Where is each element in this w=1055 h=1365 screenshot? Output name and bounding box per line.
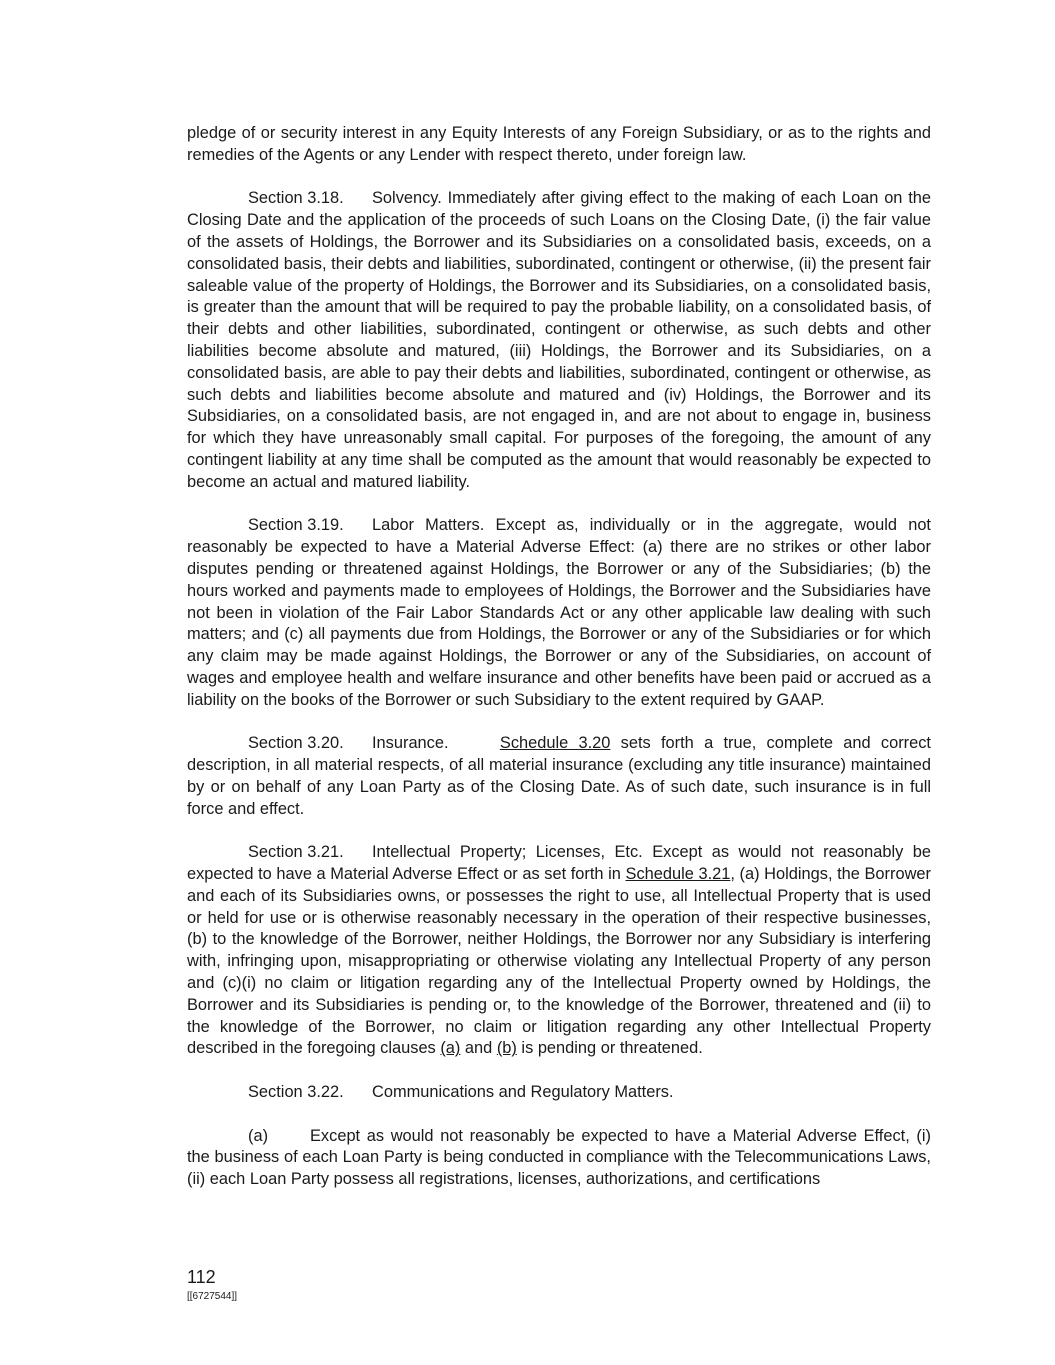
section-text-mid: , (a) Holdings, the Borrower and each of its Subsidiaries owns, or possesses the right to use, all Intellectual Property that is used or held for use or is otherwise reasonably necessary in the operation of their respective businesses, (b) to the knowledge of the Borrower, neither Holdings, the Borrower nor any Subsidiary is interfering with, infringing upon, misappropriating or otherwise violating any Intellectual Property of any person and (c)(i) no claim or litigation regarding any of the Intellectual Property owned by Holdings, the Borrower and its Subsidiaries is pending or, to the knowledge of the Borrower, threatened and (ii) to the knowledge of the Borrower, no claim or litigation regarding any other Intellectual Property described in the foregoing clauses <box>187 865 931 1058</box>
subsection-3-22-a <box>187 1126 931 1191</box>
section-3-21 <box>187 842 931 1060</box>
section-number: Section 3.21. <box>248 843 344 862</box>
page-number: 112 <box>187 1267 216 1287</box>
conjunction: and <box>460 1039 497 1058</box>
section-number: Section 3.22. <box>248 1083 344 1102</box>
section-number: Section 3.20. <box>248 734 344 753</box>
section-title: Insurance. <box>372 734 449 753</box>
subsection-label: (a) <box>248 1126 269 1145</box>
schedule-reference: Schedule 3.20 <box>499 734 611 753</box>
section-text-end: is pending or threatened. <box>516 1039 703 1058</box>
clause-reference-b: (b) <box>496 1039 517 1058</box>
section-number: Section 3.18. <box>248 189 344 208</box>
section-title: Communications and Regulatory Matters. <box>372 1083 674 1102</box>
section-text: Solvency. Immediately after giving effect to the making of each Loan on the Closing Date and the application of the proceeds of such Loans on the Closing Date, (i) the fair value of the assets of Holdings, the Borrower and its Subsidiaries on a consolidated basis, exceeds, on a consolidated basis, their debts and liabilities, subordinated, contingent or otherwise, (ii) the present fair saleable value of the property of Holdings, the Borrower and its Subsidiaries, on a consolidated basis, is greater than the amount that will be required to pay the probable liability, on a consolidated basis, of their debts and other liabilities, subordinated, contingent or otherwise, as such debts and other liabilities become absolute and matured, (iii) Holdings, the Borrower and its Subsidiaries, on a consolidated basis, are able to pay their debts and liabilities, subordinated, contingent or otherwise, as such debts and liabilities become absolute and matured and (iv) Holdings, the Borrower and its Subsidiaries, on a consolidated basis, are not engaged in, and are not about to engage in, business for which they have unreasonably small capital. For purposes of the foregoing, the amount of any contingent liability at any time shall be computed as the amount that would reasonably be expected to become an actual and matured liability. <box>187 189 931 491</box>
section-number: Section 3.19. <box>248 516 344 535</box>
section-3-19 <box>187 515 931 711</box>
schedule-reference: Schedule 3.21 <box>625 865 731 884</box>
document-id: [[6727544]] <box>187 1291 238 1302</box>
section-3-22 <box>187 1082 931 1104</box>
section-text: sets forth a true, complete and correct description, in all material respects, of all material insurance (excluding any title insurance) maintained by or on behalf of any Loan Party as of the Closing Date. As of such date, such insurance is in full force and effect. <box>187 734 931 818</box>
clause-reference-a: (a) <box>440 1039 461 1058</box>
section-text-lead: Intellectual Property; Licenses, Etc. Except as would not reasonably be expected to have a Material Adverse Effect or as set forth in <box>187 843 931 884</box>
section-3-20 <box>187 733 931 820</box>
section-text: Labor Matters. Except as, individually or in the aggregate, would not reasonably be expected to have a Material Adverse Effect: (a) there are no strikes or other labor disputes pending or threatened against Holdings, the Borrower or any of the Subsidiaries; (b) the hours worked and payments made to employees of Holdings, the Borrower and the Subsidiaries have not been in violation of the Fair Labor Standards Act or any other applicable law dealing with such matters; and (c) all payments due from Holdings, the Borrower or any of the Subsidiaries or for which any claim may be made against Holdings, the Borrower or any of the Subsidiaries, on account of wages and employee health and welfare insurance and other benefits have been paid or accrued as a liability on the books of the Borrower or such Subsidiary to the extent required by GAAP. <box>187 516 931 709</box>
section-3-18 <box>187 188 931 493</box>
paragraph-continuation: pledge of or security interest in any Equity Interests of any Foreign Subsidiary, or as to the rights and remedies of the Agents or any Lender with respect thereto, under foreign law. <box>187 124 931 164</box>
document-body <box>187 123 931 1213</box>
subsection-text: Except as would not reasonably be expected to have a Material Adverse Effect, (i) the business of each Loan Party is being conducted in compliance with the Telecommunications Laws, (ii) each Loan Party possess all registrations, licenses, authorizations, and certifications <box>187 1126 931 1189</box>
